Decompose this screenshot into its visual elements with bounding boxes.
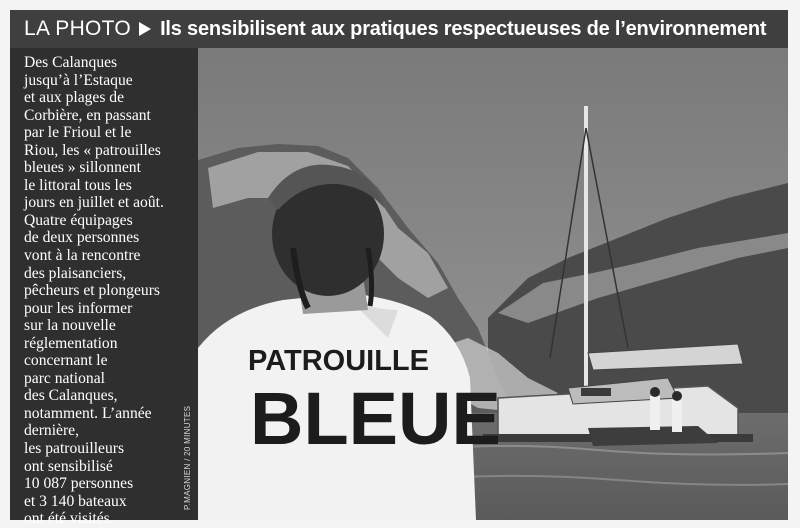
photo-illustration: [198, 48, 788, 520]
article-line: jusqu’à l’Estaque: [24, 71, 133, 89]
article-line: vont à la rencontre: [24, 247, 141, 265]
photo-credit: P.MAGNIEN / 20 MINUTES: [183, 405, 192, 510]
article-column: [10, 48, 198, 528]
article-line: pour les informer: [24, 299, 133, 317]
article-line: Corbière, en passant: [24, 106, 151, 124]
article-line: dernière,: [24, 422, 79, 440]
article-line: ont été visités.: [24, 510, 114, 528]
article-line: Quatre équipages: [24, 211, 133, 229]
header-band: [10, 10, 788, 48]
person: [650, 396, 660, 430]
article-line: Des Calanques: [24, 54, 118, 71]
news-photo: [198, 48, 788, 520]
article-line: notamment. L’année: [24, 404, 152, 422]
rubric-label: LA PHOTO: [24, 17, 132, 40]
article-line: concernant le: [24, 352, 108, 370]
shirt-text-line1: PATROUILLE: [248, 345, 429, 377]
article-line: et 3 140 bateaux: [24, 492, 127, 510]
article-line: par le Frioul et le: [24, 124, 132, 142]
person-head: [672, 391, 682, 401]
boat-window: [581, 388, 611, 396]
article-line: ont sensibilisé: [24, 457, 113, 475]
article-line: de deux personnes: [24, 229, 140, 247]
person-head: [650, 387, 660, 397]
shirt-text-line2: BLEUE: [250, 377, 501, 460]
article-line: le littoral tous les: [24, 176, 132, 194]
article-line: sur la nouvelle: [24, 317, 116, 335]
page-title: Ils sensibilisent aux pratiques respectueuses de l’environnement: [160, 17, 767, 40]
arrow-icon: [139, 22, 151, 36]
article-line: parc national: [24, 369, 105, 387]
article-line: Riou, les « patrouilles: [24, 141, 161, 159]
article-line: pêcheurs et plongeurs: [24, 282, 160, 300]
article-line: les patrouilleurs: [24, 440, 125, 458]
article-text: [24, 54, 192, 528]
article-line: jours en juillet et août.: [24, 194, 164, 212]
article-line: des Calanques,: [24, 387, 118, 405]
article-line: des plaisanciers,: [24, 264, 127, 282]
article-line: et aux plages de: [24, 89, 125, 107]
article-line: bleues » sillonnent: [24, 159, 141, 177]
article-line: 10 087 personnes: [24, 475, 134, 493]
article-line: réglementation: [24, 334, 118, 352]
person: [672, 400, 682, 432]
